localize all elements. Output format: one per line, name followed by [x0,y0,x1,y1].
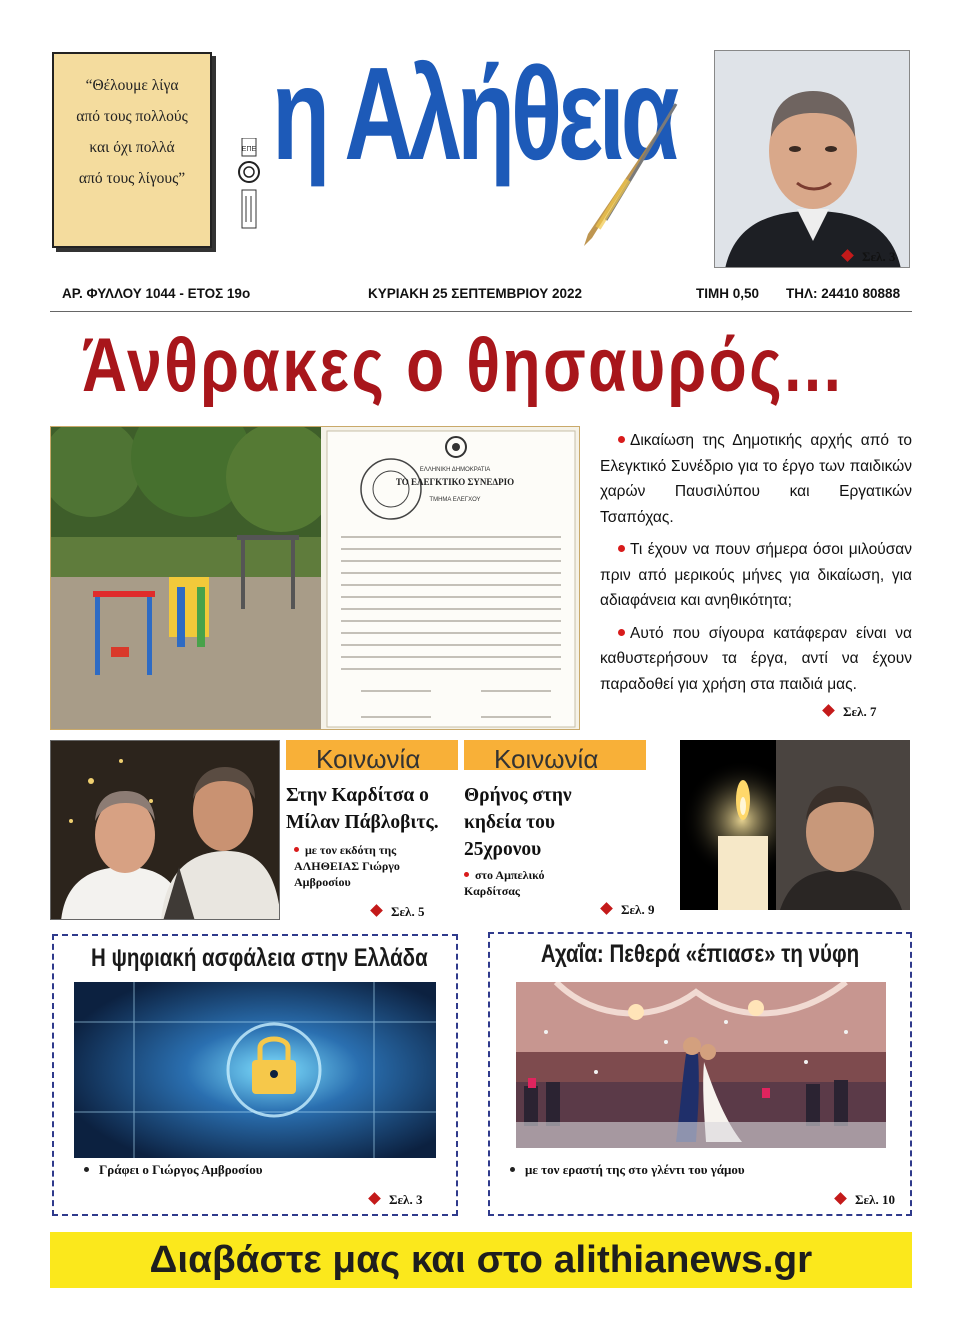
lead-bullet: Δικαίωση της Δημοτικής αρχής από το Ελεγκτικό Συνέδριο για το έργο των παιδικών χαρών Παυσιλύπου και Εργατικών Τσαπόχας. [600,432,912,526]
diamond-icon [822,704,835,717]
box-title: Η ψηφιακή ασφάλεια στην Ελλάδα [90,944,428,972]
page-reference: Σελ. 10 [836,1192,895,1208]
document-header: ΕΛΛΗΝΙΚΗ ΔΗΜΟΚΡΑΤΙΑ [419,467,491,473]
document-section: ΤΜΗΜΑ ΕΛΕΓΧΟΥ [429,497,481,503]
quote-line: “Θέλουμε λίγα [85,77,179,94]
cover-portrait-photo[interactable] [714,50,910,268]
lead-bullet-list [600,428,912,704]
bullet-dot-icon [294,847,299,852]
lead-bullet: Αυτό που σίγουρα κατάφεραν είναι να καθυστερήσουν τα έργα, αντί να έχουν παραδοθεί για χρήση στα παιδιά μας. [600,624,912,693]
page-reference: Σελ. 5 [372,904,424,920]
box-title: Αχαΐα: Πεθερά «έπιασε» τη νύφη [540,940,860,968]
feature-box-wedding[interactable] [488,932,912,1216]
wedding-dance-photo [516,982,886,1148]
story-card-funeral[interactable] [464,740,674,899]
story-photo-meeting[interactable] [50,740,280,920]
issue-date: ΚΥΡΙΑΚΗ 25 ΣΕΠΤΕΜΒΡΙΟΥ 2022 [368,286,583,301]
quote-line: από τους λίγους” [78,170,186,187]
box-caption: με τον εραστή της στο γλέντι του γάμου [510,1162,745,1178]
bullet-dot-icon [464,872,469,877]
phone-number: ΤΗΛ: 24410 80888 [786,286,901,301]
page-reference: Σελ. 3 [370,1192,422,1208]
svg-text:ΕΠΕ: ΕΠΕ [241,146,257,153]
story-subtitle: στο Αμπελικό Καρδίτσας [464,868,545,898]
box-caption: Γράφει ο Γιώργος Αμβροσίου [84,1162,263,1178]
candle-memorial-photo [680,740,910,910]
diamond-icon [600,902,613,915]
category-label: Κοινωνία [286,740,458,770]
story-subtitle: με τον εκδότη της ΑΛΗΘΕΙΑΣ Γιώργο Αμβροσίου [294,843,400,889]
diamond-icon [370,904,383,917]
quill-pen-icon [568,100,688,250]
two-men-photo [51,741,280,920]
lead-photo-collage[interactable] [50,426,580,730]
diamond-icon [834,1192,847,1205]
page-reference: Σελ. 7 [824,704,876,720]
bullet-dot-icon [618,629,625,636]
man-portrait-image [715,51,910,268]
story-title: Στην Καρδίτσα ο Μίλαν Πάβλοβιτς. [286,785,439,833]
issue-price: ΤΙΜΗ 0,50 [696,286,760,301]
website-banner[interactable] [50,1232,912,1288]
newspaper-logo[interactable] [268,42,698,262]
quote-line: και όχι πολλά [89,139,175,156]
bullet-dot-icon [510,1167,515,1172]
logo-text: η Αλήθεια [272,40,675,187]
bullet-dot-icon [618,436,625,443]
story-photo-candle[interactable] [680,740,910,910]
playground-photo [51,427,580,730]
diamond-icon [368,1192,381,1205]
padlock-cyber-image [74,982,436,1190]
quote-line: από τους πολλούς [76,108,188,125]
page-reference: Σελ. 3 [843,249,895,265]
issue-number: ΑΡ. ΦΥΛΛΟΥ 1044 - ΕΤΟΣ 19ο [62,286,251,301]
document-title: ΤΟ ΕΛΕΓΚΤΙΚΟ ΣΥΝΕΔΡΙΟ [395,477,515,487]
bullet-dot-icon [84,1167,89,1172]
category-label: Κοινωνία [464,740,646,770]
story-card-kardits[interactable] [286,740,458,890]
diamond-icon [841,249,854,262]
banner-text: Διαβάστε μας και στο alithianews.gr [149,1239,813,1281]
lead-headline[interactable]: Άνθρακες ο θησαυρός... [82,323,844,408]
page-reference: Σελ. 9 [602,902,654,918]
publisher-seal-icon [236,138,272,238]
masthead-quote-box [52,52,212,248]
dateline-bar [50,280,912,312]
feature-box-digital-security[interactable] [52,934,458,1216]
bullet-dot-icon [618,545,625,552]
lead-bullet: Τι έχουν να πουν σήμερα όσοι μιλούσαν πριν από μερικούς μήνες για δικαίωση, για αδιαφάνεια και ανηθικότητα; [600,541,912,609]
story-title: Θρήνος στην κηδεία του 25χρονου [464,785,572,860]
